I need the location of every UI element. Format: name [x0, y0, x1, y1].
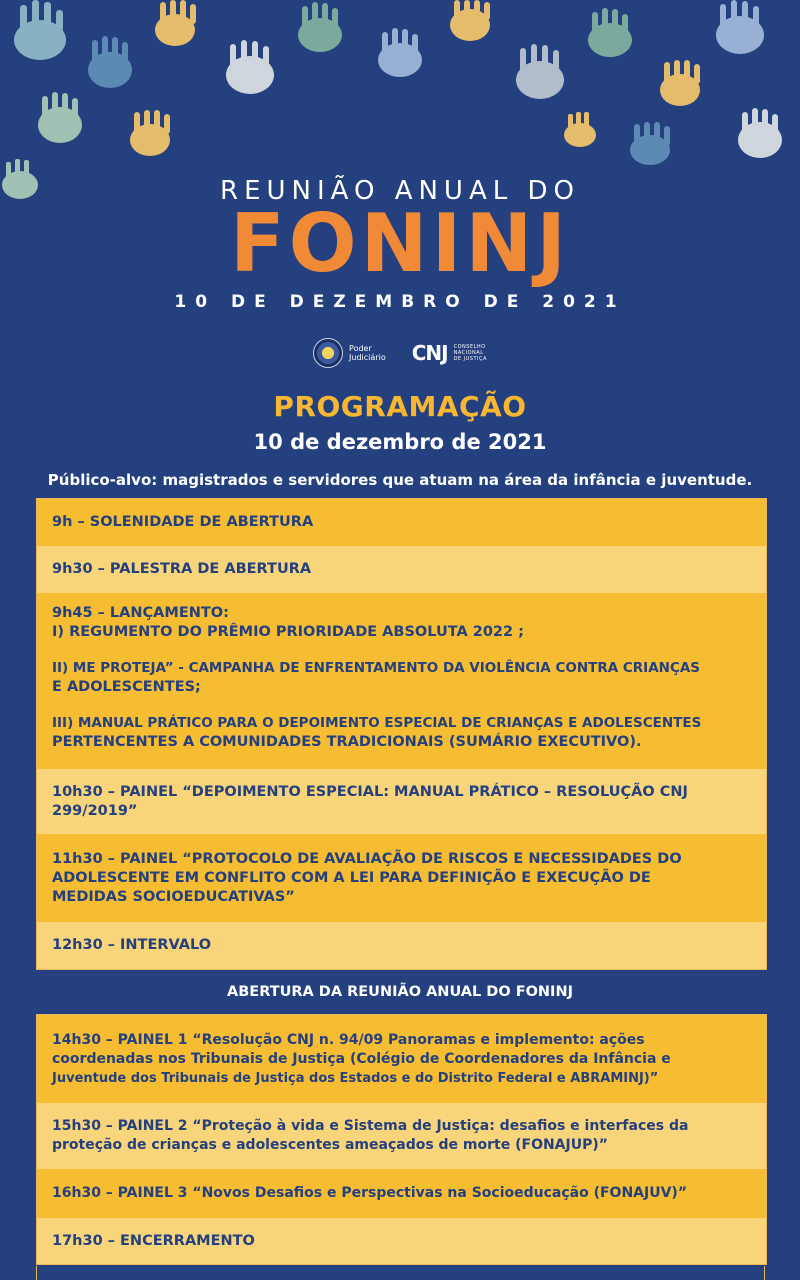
schedule-line: 17h30 – ENCERRAMENTO — [52, 1232, 255, 1249]
schedule-line: 10h30 – PAINEL “DEPOIMENTO ESPECIAL: MANUAL PRÁTICO – RESOLUÇÃO CNJ — [52, 783, 688, 800]
schedule-afternoon — [36, 1014, 767, 1265]
schedule-line: proteção de crianças e adolescentes ameaçados de morte (FONAJUP)” — [52, 1137, 608, 1153]
schedule-line: 299/2019” — [52, 802, 138, 819]
poder-judiciario-label: Poder Judiciário — [349, 344, 386, 362]
schedule-spacer — [52, 642, 751, 659]
schedule-row — [37, 1015, 766, 1103]
audience-text: Público-alvo: magistrados e servidores que atuam na área da infância e juventude. — [47, 471, 753, 489]
schedule-line: 9h – SOLENIDADE DE ABERTURA — [52, 514, 314, 530]
schedule-line: PERTENCENTES A COMUNIDADES TRADICIONAIS (SUMÁRIO EXECUTIVO). — [52, 734, 642, 750]
schedule-row — [37, 499, 766, 546]
schedule-line: 16h30 – PAINEL 3 “Novos Desafios e Perspectivas na Socioeducação (FONAJUV)” — [52, 1185, 688, 1201]
schedule-row — [37, 1169, 766, 1218]
schedule-line: coordenadas nos Tribunais de Justiça (Colégio de Coordenadores da Infância e — [52, 1050, 671, 1067]
schedule-line: Juventude dos Tribunais de Justiça dos Estados e do Distrito Federal e ABRAMINJ)” — [52, 1070, 659, 1086]
schedule-line: II) ME PROTEJA” - CAMPANHA DE ENFRENTAMENTO DA VIOLÊNCIA CONTRA CRIANÇAS — [52, 660, 701, 676]
schedule-row — [37, 922, 766, 969]
schedule-line: ADOLESCENTE EM CONFLITO COM A LEI PARA DEFINIÇÃO E EXECUÇÃO DE — [52, 869, 651, 886]
schedule-row — [37, 769, 766, 834]
event-date: 10 DE DEZEMBRO DE 2021 — [174, 292, 626, 312]
schedule-line: MEDIDAS SOCIOEDUCATIVAS” — [52, 888, 295, 905]
schedule-line: E ADOLESCENTES; — [52, 679, 201, 695]
program-title: PROGRAMAÇÃO — [273, 390, 527, 423]
schedule-row — [37, 593, 766, 769]
poder-judiciario-logo — [313, 338, 386, 368]
schedule-line: III) MANUAL PRÁTICO PARA O DEPOIMENTO ESPECIAL DE CRIANÇAS E ADOLESCENTES — [52, 715, 702, 731]
program-date: 10 de dezembro de 2021 — [253, 430, 547, 454]
schedule-row — [37, 834, 766, 922]
schedule-line: 9h45 – LANÇAMENTO: — [52, 605, 229, 621]
schedule-row — [37, 1218, 766, 1264]
cnj-logo — [412, 341, 487, 365]
table-bottom-border — [36, 1266, 765, 1280]
schedule-line: 14h30 – PAINEL 1 “Resolução CNJ n. 94/09 Panoramas e implemento: ações — [52, 1031, 645, 1048]
section-header: ABERTURA DA REUNIÃO ANUAL DO FONINJ — [227, 984, 573, 1000]
schedule-line: 12h30 – INTERVALO — [52, 937, 212, 953]
logos-row — [0, 338, 800, 368]
cnj-label: CONSELHO NACIONAL DE JUSTIÇA — [453, 344, 487, 362]
schedule-row — [37, 1103, 766, 1169]
cnj-mark: CNJ — [411, 341, 448, 365]
schedule-line: I) REGUMENTO DO PRÊMIO PRIORIDADE ABSOLUTA 2022 ; — [52, 624, 524, 640]
seal-icon — [313, 338, 343, 368]
brand-title: FONINJ — [229, 197, 571, 290]
schedule-row — [37, 546, 766, 593]
schedule-line: 15h30 – PAINEL 2 “Proteção à vida e Sistema de Justiça: desafios e interfaces da — [52, 1118, 689, 1134]
schedule-line: 11h30 – PAINEL “PROTOCOLO DE AVALIAÇÃO DE RISCOS E NECESSIDADES DO — [52, 850, 682, 867]
event-title: REUNIÃO ANUAL DO — [220, 176, 580, 206]
schedule-morning — [36, 498, 767, 970]
schedule-spacer — [52, 697, 751, 714]
schedule-line: 9h30 – PALESTRA DE ABERTURA — [52, 561, 312, 577]
